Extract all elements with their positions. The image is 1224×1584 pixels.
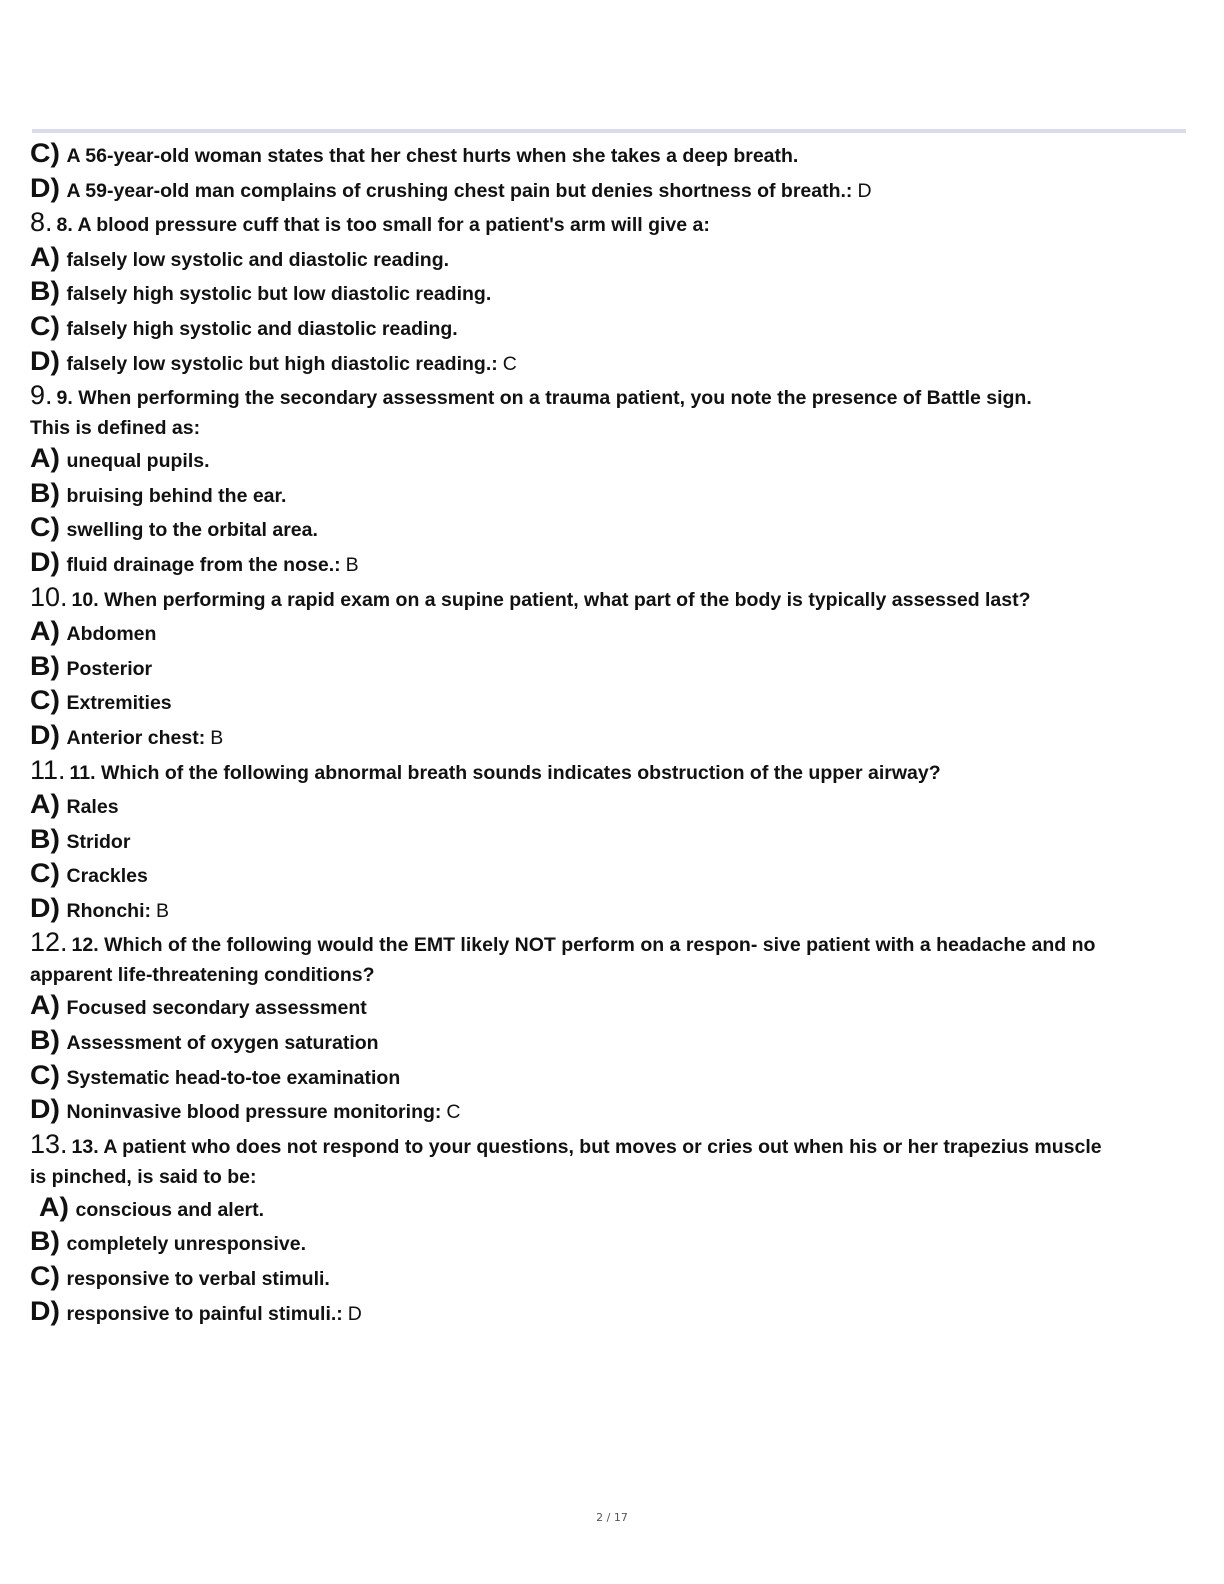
- question-9: [30, 382, 1190, 442]
- question-number: 12.: [30, 927, 68, 958]
- question-number: 11.: [30, 754, 66, 785]
- option-text: Assessment of oxygen saturation: [66, 1032, 379, 1055]
- question-text: 10. When performing a rapid exam on a supine patient, what part of the body is typically assessed last?: [71, 588, 1031, 611]
- option-letter: D): [30, 719, 60, 750]
- question-text-continued: apparent life-threatening conditions?: [30, 964, 375, 987]
- option-text: A 59-year-old man complains of crushing chest pain but denies shortness of breath.:: [66, 179, 853, 202]
- option-line: [30, 140, 1190, 175]
- question-text-continued: is pinched, is said to be:: [30, 1165, 257, 1188]
- option-line: [30, 992, 1190, 1027]
- option-line: [30, 345, 1190, 383]
- option-letter: C): [30, 1059, 60, 1090]
- option-letter: D): [30, 345, 60, 376]
- option-line: [30, 1059, 1190, 1097]
- option-line: [30, 823, 1190, 861]
- option-line: [30, 1228, 1190, 1263]
- option-line: [30, 1191, 1190, 1229]
- option-letter: B): [30, 1226, 60, 1257]
- answer-key: C: [446, 1101, 461, 1124]
- option-letter: A): [30, 990, 60, 1021]
- answer-key: D: [857, 179, 872, 202]
- option-text: conscious and alert.: [75, 1198, 265, 1221]
- option-line: [30, 719, 1190, 757]
- question-text: 8. A blood pressure cuff that is too small for a patient's arm will give a:: [56, 214, 710, 237]
- option-letter: C): [30, 310, 60, 341]
- option-text: falsely low systolic and diastolic reading.: [66, 248, 450, 271]
- question-text-continued: This is defined as:: [30, 417, 201, 440]
- option-line: [30, 687, 1190, 722]
- option-line: [30, 791, 1190, 826]
- option-letter: B): [30, 823, 60, 854]
- option-text: A 56-year-old woman states that her chest hurts when she takes a deep breath.: [66, 145, 799, 167]
- option-letter: B): [30, 1025, 60, 1056]
- option-text: Crackles: [66, 865, 148, 888]
- option-line: [30, 477, 1190, 515]
- option-text: falsely high systolic but low diastolic reading.: [66, 283, 492, 306]
- option-text: bruising behind the ear.: [66, 484, 287, 507]
- option-text: completely unresponsive.: [66, 1233, 306, 1256]
- option-line: [30, 172, 1190, 210]
- option-text: falsely low systolic but high diastolic reading.:: [66, 352, 498, 375]
- option-line: [30, 1263, 1190, 1298]
- question-text: 12. Which of the following would the EMT likely NOT perform on a respon- sive patient with a headache and no: [71, 934, 1096, 957]
- option-letter: A): [39, 1191, 69, 1222]
- option-letter: A): [30, 443, 60, 474]
- option-line: [30, 546, 1190, 584]
- option-line: [30, 892, 1190, 930]
- option-text: responsive to painful stimuli.:: [66, 1302, 343, 1325]
- option-line: [30, 445, 1190, 480]
- option-text: swelling to the orbital area.: [66, 519, 318, 542]
- option-line: [30, 514, 1190, 549]
- option-line: [30, 1295, 1190, 1333]
- option-line: [30, 860, 1190, 895]
- option-text: Focused secondary assessment: [66, 997, 367, 1020]
- answer-key: B: [155, 899, 169, 922]
- option-text: responsive to verbal stimuli.: [66, 1268, 330, 1291]
- option-text: falsely high systolic and diastolic reading.: [66, 317, 458, 340]
- option-text: fluid drainage from the nose.:: [66, 553, 341, 576]
- option-text: Posterior: [66, 657, 153, 680]
- question-text: 13. A patient who does not respond to your questions, but moves or cries out when his or her trapezius muscle: [71, 1135, 1102, 1158]
- question-10: [30, 581, 1190, 619]
- option-letter: D): [30, 546, 60, 577]
- answer-key: B: [345, 553, 359, 576]
- question-text: 9. When performing the secondary assessment on a trauma patient, you note the presence of Battle sign.: [56, 387, 1032, 410]
- question-number: 8.: [30, 207, 53, 238]
- option-letter: A): [30, 616, 60, 647]
- option-text: Anterior chest:: [66, 726, 206, 749]
- option-line: [30, 241, 1190, 279]
- question-11: [30, 754, 1190, 792]
- option-line: [30, 618, 1190, 653]
- question-text: 11. Which of the following abnormal breath sounds indicates obstruction of the upper airway?: [69, 761, 941, 784]
- question-12: [30, 929, 1190, 989]
- option-line: [30, 278, 1190, 313]
- header-divider: [32, 129, 1186, 133]
- option-letter: C): [30, 858, 60, 889]
- question-number: 9.: [30, 380, 53, 411]
- answer-key: D: [347, 1302, 362, 1325]
- option-letter: D): [30, 1094, 60, 1125]
- quiz-content: [30, 140, 1190, 1332]
- option-letter: D): [30, 172, 60, 203]
- option-letter: C): [30, 138, 60, 168]
- option-letter: D): [30, 1295, 60, 1326]
- option-text: Extremities: [66, 692, 172, 715]
- option-line: [30, 1096, 1190, 1131]
- option-text: Noninvasive blood pressure monitoring:: [66, 1101, 442, 1124]
- option-text: Rhonchi:: [66, 899, 151, 922]
- question-13: [30, 1128, 1190, 1191]
- option-letter: B): [30, 477, 60, 508]
- option-letter: A): [30, 789, 60, 820]
- question-8: [30, 209, 1190, 244]
- option-letter: C): [30, 685, 60, 716]
- option-line: [30, 650, 1190, 688]
- option-line: [30, 310, 1190, 348]
- option-text: unequal pupils.: [66, 450, 210, 473]
- option-letter: A): [30, 241, 60, 272]
- option-line: [30, 1027, 1190, 1062]
- option-letter: D): [30, 892, 60, 923]
- option-letter: B): [30, 650, 60, 681]
- option-letter: C): [30, 512, 60, 543]
- option-letter: B): [30, 276, 60, 307]
- question-number: 10.: [30, 581, 68, 612]
- page-indicator: 2 / 17: [596, 1511, 628, 1524]
- option-text: Rales: [66, 796, 119, 819]
- option-letter: C): [30, 1261, 60, 1292]
- option-text: Abdomen: [66, 623, 157, 646]
- option-text: Systematic head-to-toe examination: [66, 1066, 401, 1089]
- answer-key: C: [502, 352, 517, 375]
- option-text: Stridor: [66, 830, 131, 853]
- answer-key: B: [210, 726, 224, 749]
- question-number: 13.: [30, 1128, 68, 1159]
